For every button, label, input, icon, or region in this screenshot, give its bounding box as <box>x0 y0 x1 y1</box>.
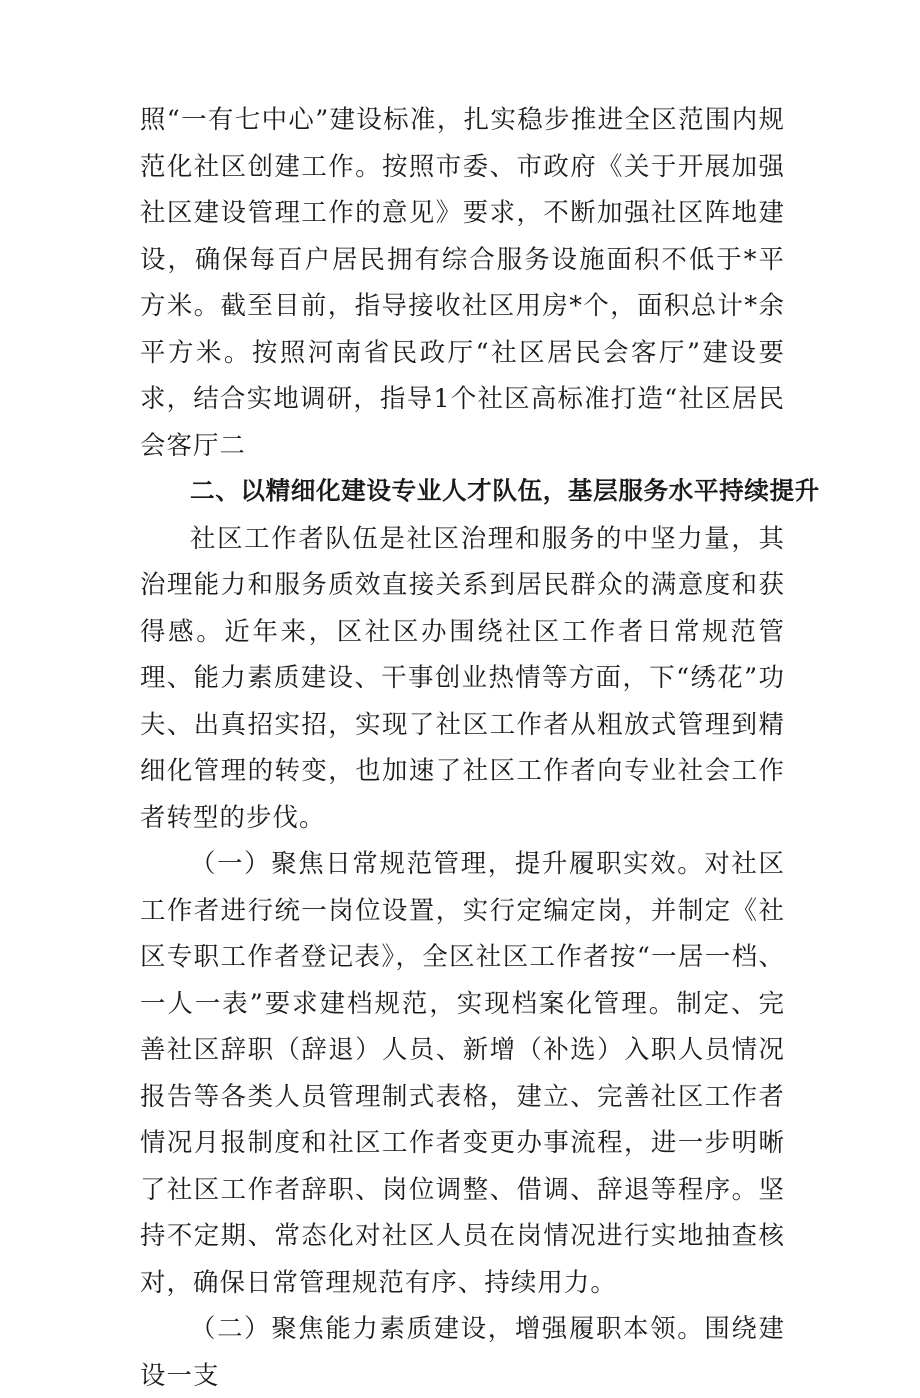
paragraph-workforce-intro: 社区工作者队伍是社区治理和服务的中坚力量，其治理能力和服务质效直接关系到居民群众的满意度和获得感。近年来，区社区办围绕社区工作者日常规范管理、能力素质建设、干事创业热情等方面，下“绣花”功夫、出真招实招，实现了社区工作者从粗放式管理到精细化管理的转变，也加速了社区工作者向专业社会工作者转型的步伐。 <box>140 522 785 832</box>
section-heading-2: 二、以精细化建设专业人才队伍，基层服务水平持续提升 <box>190 476 820 505</box>
paragraph-capability-building: （二）聚焦能力素质建设，增强履职本领。围绕建设一支 <box>140 1313 785 1390</box>
paragraph-daily-management: （一）聚焦日常规范管理，提升履职实效。对社区工作者进行统一岗位设置，实行定编定岗，并制定《社区专职工作者登记表》，全区社区工作者按“一居一档、一人一表”要求建档规范，实现档案化管理。制定、完善社区辞职（辞退）人员、新增（补选）入职人员情况报告等各类人员管理制式表格，建立、完善社区工作者情况月报制度和社区工作者变更办事流程，进一步明晰了社区工作者辞职、岗位调整、借调、辞退等程序。坚持不定期、常态化对社区人员在岗情况进行实地抽查核对，确保日常管理规范有序、持续用力。 <box>140 848 785 1297</box>
paragraph-community-standards: 照“一有七中心”建设标准，扎实稳步推进全区范围内规范化社区创建工作。按照市委、市政府《关于开展加强社区建设管理工作的意见》要求，不断加强社区阵地建设，确保每百户居民拥有综合服务设施面积不低于*平方米。截至目前，指导接收社区用房*个，面积总计*余平方米。按照河南省民政厅“社区居民会客厅”建设要求，结合实地调研，指导1个社区高标准打造“社区居民会客厅二 <box>140 104 785 460</box>
document-page <box>140 96 820 1398</box>
